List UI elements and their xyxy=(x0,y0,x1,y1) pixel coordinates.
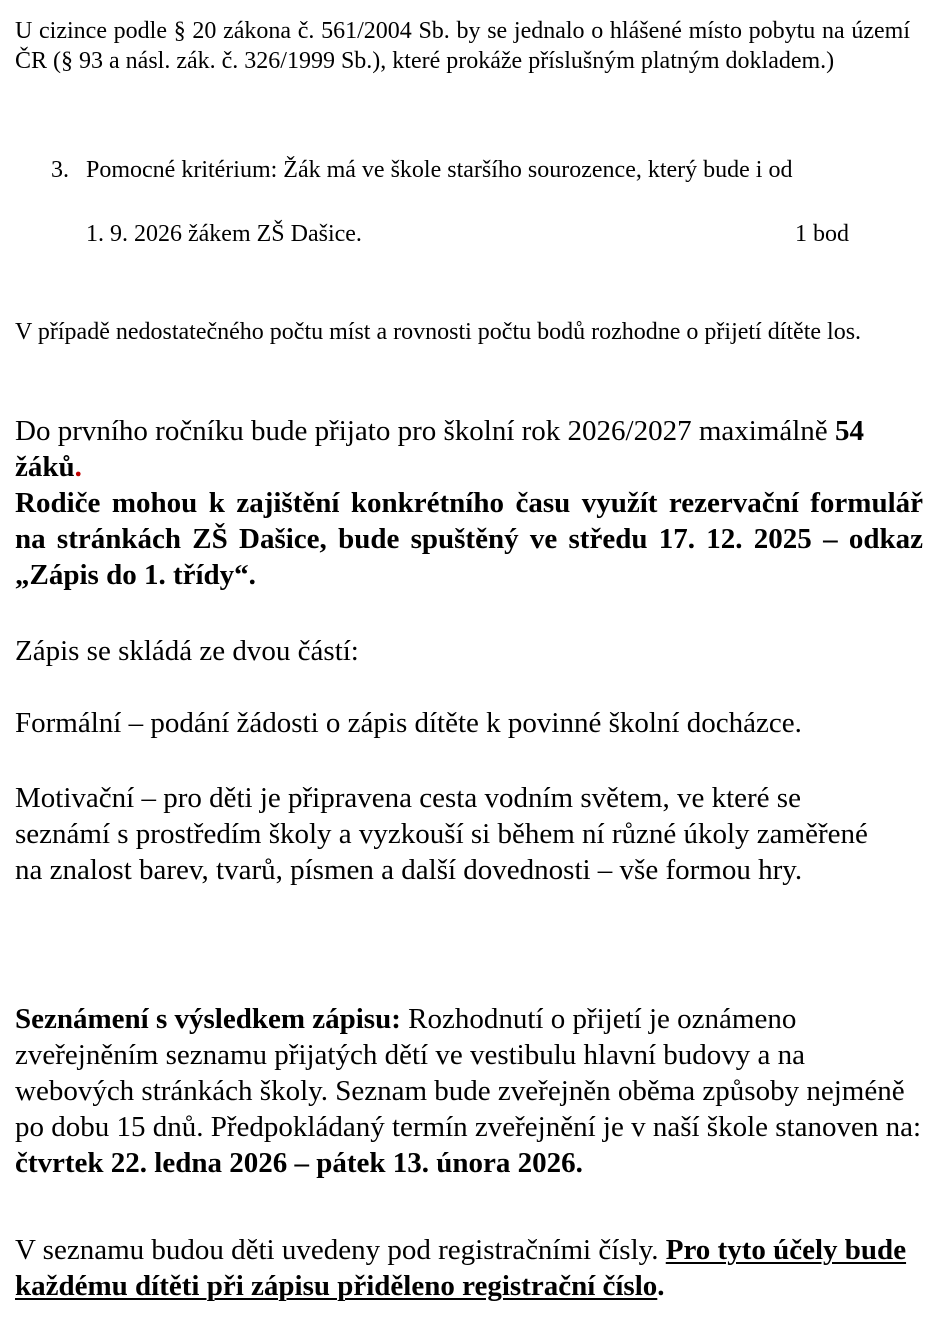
results-text: Rozhodnutí o přijetí je oznámeno zveřejněním seznamu přijatých dětí ve vestibulu hlavní budovy a na webových stránkách školy. Seznam bude zveřejněn oběma způsoby nejméně po dobu 15 dnů. Předpokládaný termín zveřejnění je v naší škole stanoven na: xyxy=(15,1003,922,1143)
parts-intro: Zápis se skládá ze dvou částí: xyxy=(15,635,359,667)
part-formal: Formální – podání žádosti o zápis dítěte k povinné školní docházce. xyxy=(15,707,802,739)
registration-dot: . xyxy=(657,1270,665,1302)
criterion-3-points: 1 bod xyxy=(795,221,849,247)
criterion-3-number: 3. xyxy=(51,157,69,183)
criterion-3-text: Pomocné kritérium: Žák má ve škole staršího sourozence, který bude i od xyxy=(86,157,793,183)
registration-bold: Pro tyto účely bude každému dítěti při zápisu přiděleno registrační číslo xyxy=(15,1234,907,1302)
registration-text: V seznamu budou děti uvedeny pod registračními čísly. xyxy=(15,1234,666,1266)
paragraph-capacity xyxy=(15,413,930,485)
paragraph-foreigners: U cizince podle § 20 zákona č. 561/2004 Sb. by se jednalo o hlášené místo pobytu na území ČR (§ 93 a násl. zák. č. 326/1999 Sb.), které prokáže příslušným platným dokladem.) xyxy=(15,18,910,74)
capacity-dot: . xyxy=(74,451,82,483)
results-lead: Seznámení s výsledkem zápisu: xyxy=(15,1003,401,1035)
capacity-count: 54 žáků xyxy=(15,415,864,483)
paragraph-registration xyxy=(15,1232,920,1304)
results-date: čtvrtek 22. ledna 2026 – pátek 13. února 2026. xyxy=(15,1147,583,1179)
paragraph-reservation: Rodiče mohou k zajištění konkrétního času využít rezervační formulář na stránkách ZŠ Dašice, bude spuštěný ve středu 17. 12. 2025 – odkaz „Zápis do 1. třídy“. xyxy=(15,487,923,591)
capacity-text: Do prvního ročníku bude přijato pro školní rok 2026/2027 maximálně xyxy=(15,415,835,447)
part-motivation: Motivační – pro děti je připravena cesta vodním světem, ve které se seznámí s prostředím školy a vyzkouší si během ní různé úkoly zaměřené na znalost barev, tvarů, písmen a další dovednosti – vše formou hry. xyxy=(15,782,868,886)
criterion-3-text-line2: 1. 9. 2026 žákem ZŠ Dašice. xyxy=(86,221,362,247)
paragraph-lottery: V případě nedostatečného počtu míst a rovnosti počtu bodů rozhodne o přijetí dítěte los. xyxy=(15,319,862,345)
paragraph-results xyxy=(15,1001,923,1181)
